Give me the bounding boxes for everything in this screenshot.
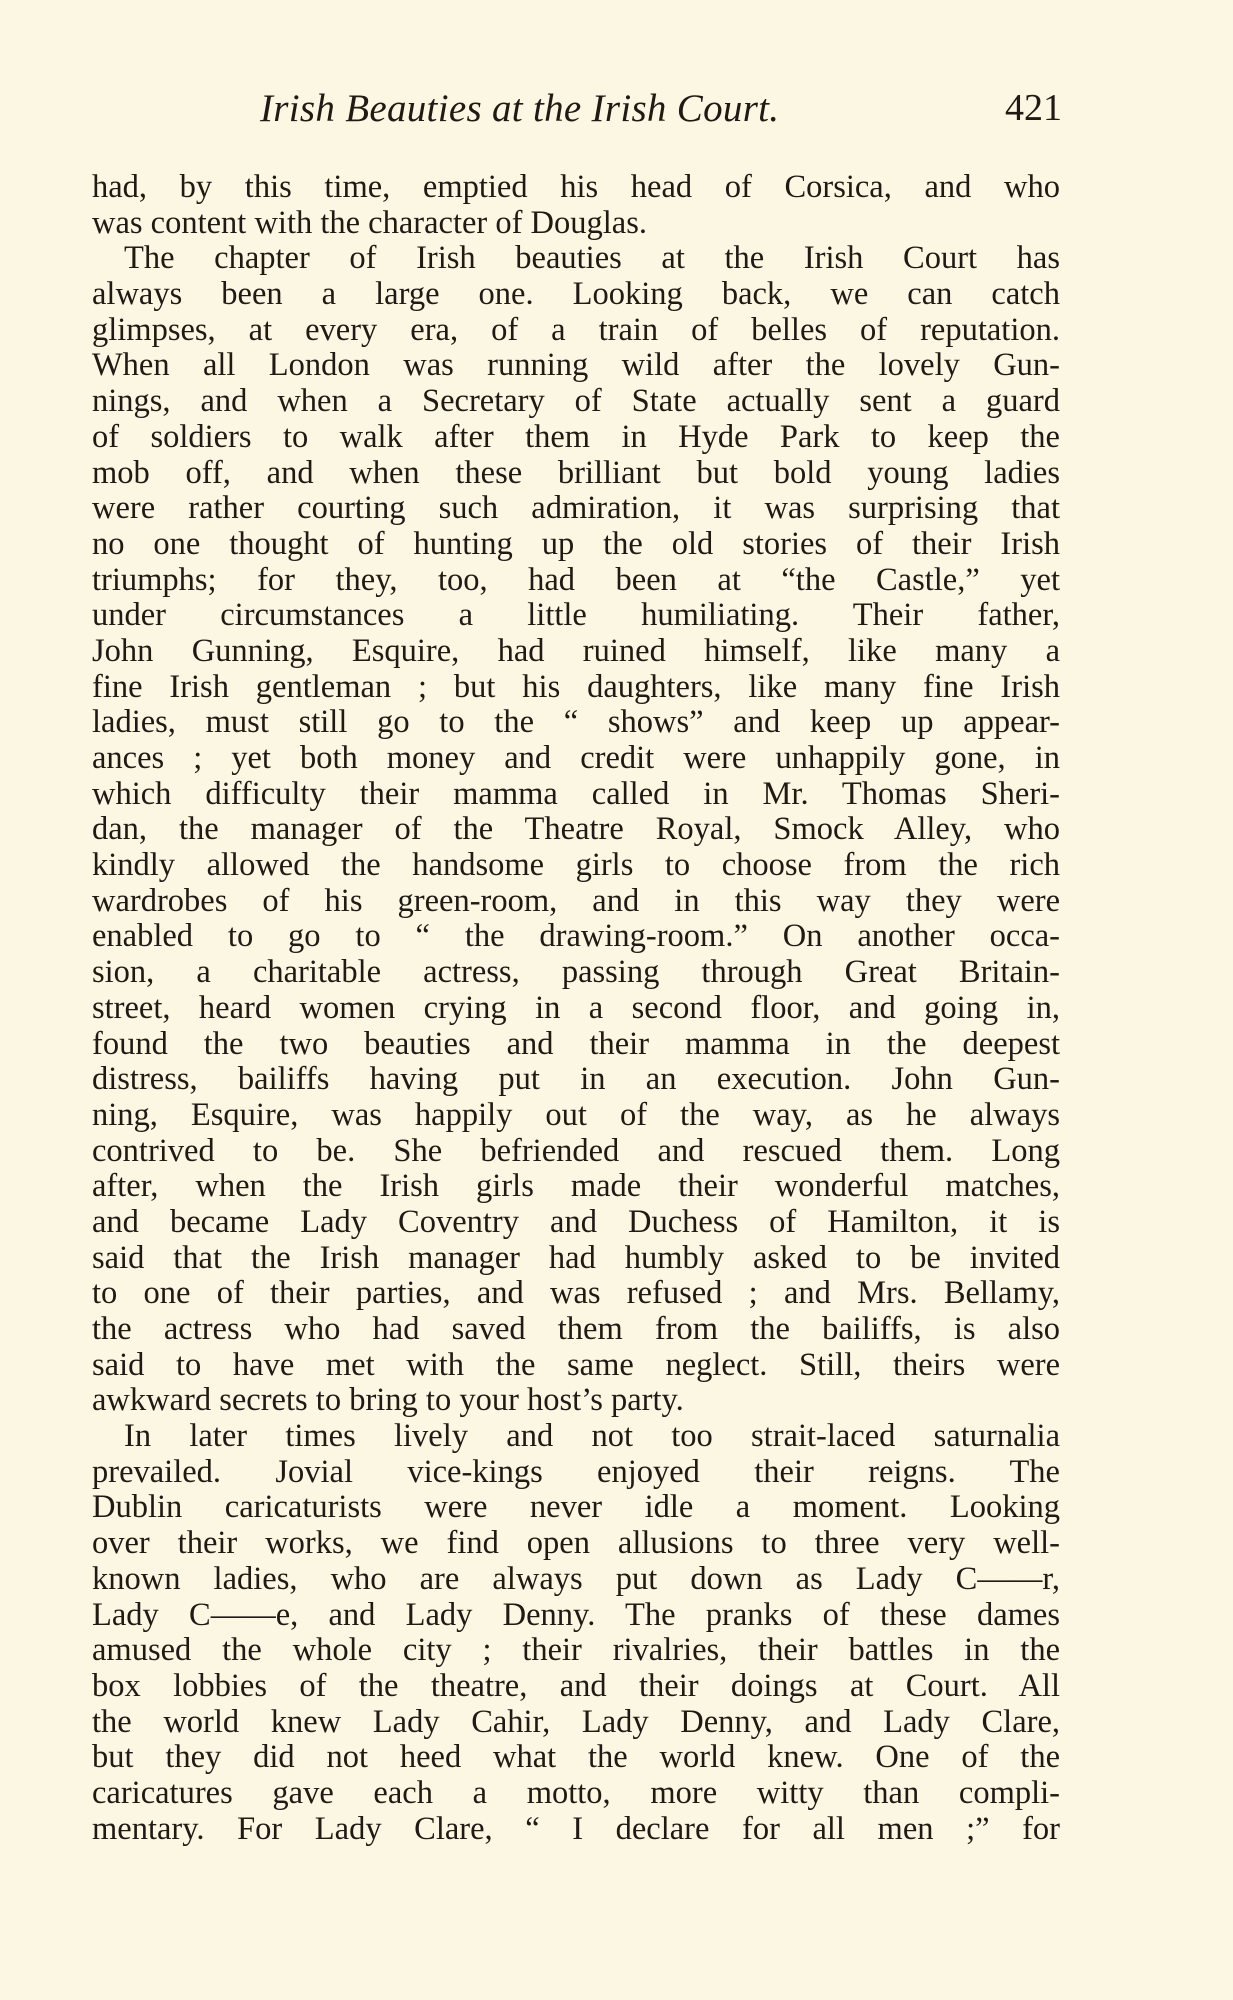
body-text [92,170,1060,1847]
text-line: ances ; yet both money and credit were unhappily gone, in [92,740,1060,776]
text-line: under circumstances a little humiliating. Their father, [92,597,1060,634]
text-line: amused the whole city ; their rivalries, their battles in the [92,1632,1060,1669]
text-line: prevailed. Jovial vice-kings enjoyed their reigns. The [92,1453,1060,1490]
text-line: known ladies, who are always put down as Lady C——r, [92,1560,1060,1597]
text-line: found the two beauties and their mamma in the deepest [92,1025,1060,1062]
text-line: Dublin caricaturists were never idle a moment. Looking [92,1489,1060,1526]
text-line: triumphs; for they, too, had been at “the Castle,” yet [92,561,1060,598]
text-line: wardrobes of his green-room, and in this way they were [92,882,1060,919]
text-line: mentary. For Lady Clare, “ I declare for all men ;” for [92,1810,1060,1847]
text-line: after, when the Irish girls made their wonderful matches, [92,1168,1060,1205]
text-line: the world knew Lady Cahir, Lady Denny, and Lady Clare, [92,1703,1060,1740]
text-line: Lady C——e, and Lady Denny. The pranks of these dames [92,1596,1060,1633]
text-line: John Gunning, Esquire, had ruined himself, like many a [92,632,1060,669]
text-line: street, heard women crying in a second floor, and going in, [92,989,1060,1026]
text-line: to one of their parties, and was refused ; and Mrs. Bellamy, [92,1275,1060,1312]
text-line: of soldiers to walk after them in Hyde Park to keep the [92,418,1060,455]
text-line: no one thought of hunting up the old stories of their Irish [92,525,1060,562]
text-line: but they did not heed what the world knew. One of the [92,1739,1060,1776]
text-line: The chapter of Irish beauties at the Irish Court has [124,240,1060,277]
text-line: glimpses, at every era, of a train of belles of reputation. [92,311,1060,348]
text-line: awkward secrets to bring to your host’s party. [92,1382,684,1419]
running-head [92,86,1062,136]
text-line: In later times lively and not too strait-laced saturnalia [124,1418,1060,1455]
text-line: box lobbies of the theatre, and their doings at Court. All [92,1667,1060,1704]
text-line: was content with the character of Douglas. [92,204,648,241]
text-line: which difficulty their mamma called in Mr. Thomas Sheri- [92,775,1060,812]
text-line: mob off, and when these brilliant but bold young ladies [92,454,1060,491]
text-line: fine Irish gentleman ; but his daughters, like many fine Irish [92,668,1060,705]
text-line: the actress who had saved them from the bailiffs, is also [92,1311,1060,1347]
text-line: over their works, we find open allusions to three very well- [92,1525,1060,1562]
text-line: ning, Esquire, was happily out of the way, as he always [92,1096,1060,1133]
text-line: kindly allowed the handsome girls to choose from the rich [92,847,1060,884]
text-line: always been a large one. Looking back, we can catch [92,276,1060,313]
text-line: had, by this time, emptied his head of Corsica, and who [92,169,1060,205]
text-line: and became Lady Coventry and Duchess of Hamilton, it is [92,1203,1060,1240]
text-line: nings, and when a Secretary of State actually sent a guard [92,383,1060,420]
text-line: caricatures gave each a motto, more witty than compli- [92,1774,1060,1811]
page-number: 421 [1005,87,1062,129]
text-line: contrived to be. She befriended and rescued them. Long [92,1132,1060,1169]
text-line: distress, bailiffs having put in an execution. John Gun- [92,1061,1060,1098]
running-title: Irish Beauties at the Irish Court. [260,87,780,130]
text-line: said to have met with the same neglect. Still, theirs were [92,1346,1060,1383]
text-line: ladies, must still go to the “ shows” and keep up appear- [92,704,1060,741]
text-line: were rather courting such admiration, it was surprising that [92,490,1060,527]
text-line: said that the Irish manager had humbly asked to be invited [92,1239,1060,1276]
text-line: sion, a charitable actress, passing through Great Britain- [92,954,1060,991]
text-line: enabled to go to “ the drawing-room.” On another occa- [92,918,1060,955]
text-line: dan, the manager of the Theatre Royal, Smock Alley, who [92,811,1060,848]
text-line: When all London was running wild after the lovely Gun- [92,347,1060,384]
